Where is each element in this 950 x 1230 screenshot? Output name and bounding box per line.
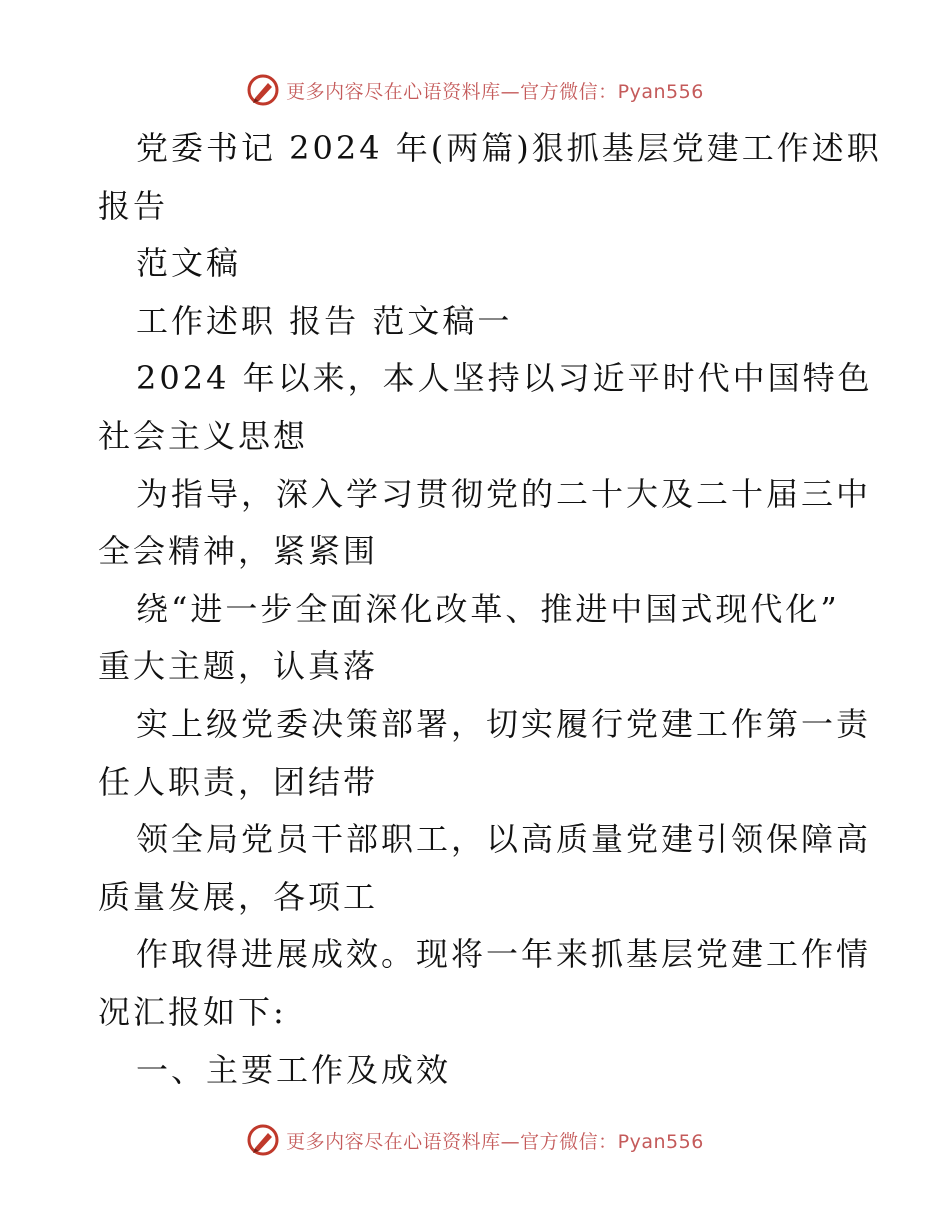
watermark-text: 更多内容尽在心语资料库—官方微信：Pyan556 [286,1130,704,1153]
watermark-text: 更多内容尽在心语资料库—官方微信：Pyan556 [286,80,704,103]
text-line: 党委书记 2024 年(两篇)狠抓基层党建工作述职 [136,129,882,167]
text-line: 2024 年以来，本人坚持以习近平时代中国特色 [136,359,873,398]
text-line: 工作述职 报告 范文稿一 [136,301,513,340]
text-line: 作取得进展成效。现将一年来抓基层党建工作情 [136,935,872,974]
watermark-footer [0,1120,950,1160]
text-line: 绕“进一步全面深化改革、推进中国式现代化” [136,589,840,628]
text-line: 重大主题，认真落 [98,647,379,686]
watermark-header [0,70,950,110]
text-line: 况汇报如下: [98,992,287,1031]
document-body [98,120,882,1099]
pen-logo-icon [246,73,280,107]
text-line: 实上级党委决策部署，切实履行党建工作第一责 [136,704,872,743]
text-line: 领全局党员干部职工，以高质量党建引领保障高 [136,820,872,859]
text-line: 全会精神，紧紧围 [98,532,379,571]
text-line: 为指导，深入学习贯彻党的二十大及二十届三中 [136,474,872,513]
text-line: 报告 [98,186,169,225]
text-line: 质量发展，各项工 [98,877,379,916]
pen-logo-icon [246,1123,280,1157]
text-line: 范文稿 [136,244,242,283]
text-line: 任人职责，团结带 [98,762,379,801]
section-heading: 一、主要工作及成效 [136,1050,452,1089]
text-line: 社会主义思想 [98,416,309,455]
